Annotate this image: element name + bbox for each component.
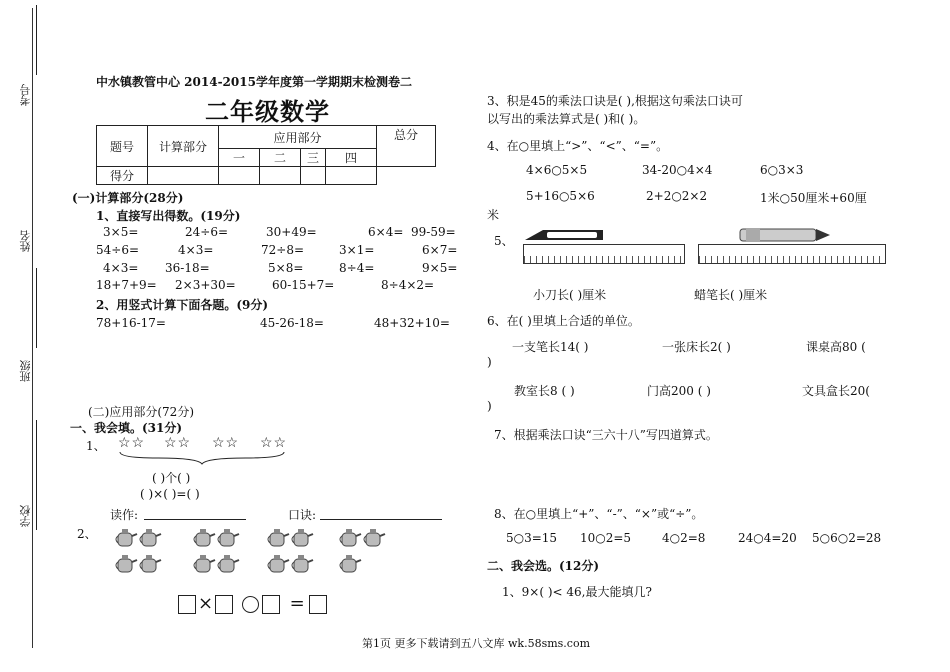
vertical-calc-item: 48+32+10= xyxy=(374,316,450,330)
page-footer: 第1页 更多下载请到五八文库 wk.58sms.com xyxy=(362,637,590,650)
side-label-xuexiao: 学校 xyxy=(19,505,32,527)
calc-item: 72÷8= xyxy=(261,243,305,257)
side-label-banji: 班级 xyxy=(19,360,32,382)
ruler-icon xyxy=(698,244,886,264)
score-table-header-zongfen: 总分 xyxy=(377,126,436,167)
read-as-fill-line[interactable] xyxy=(144,519,246,520)
vertical-calc-item: 45-26-18= xyxy=(260,316,324,330)
calc-item: 24÷6= xyxy=(185,225,229,239)
compare-item: 34-20○4×4 xyxy=(642,163,713,177)
fill-multiply-line[interactable]: ( )×( )=( ) xyxy=(140,487,200,501)
answer-box[interactable] xyxy=(215,595,233,614)
ruler-icon xyxy=(523,244,685,264)
teapot-icon xyxy=(340,529,385,572)
q7-heading: 7、根据乘法口诀“三六十八”写四道算式。 xyxy=(494,428,718,442)
calc-item: 18+7+9= xyxy=(96,278,157,292)
calc-item: 2×3+30= xyxy=(175,278,236,292)
compare-item-wrap: 米 xyxy=(487,208,500,222)
calc-item: 5×8= xyxy=(268,261,304,275)
score-table-header-tihao: 题号 xyxy=(97,126,148,167)
unit-item: 一支笔长14( ) xyxy=(512,340,589,354)
equation-boxes[interactable]: × = xyxy=(178,593,327,614)
exam-title: 二年级数学 xyxy=(205,97,330,126)
item2-number: 2、 xyxy=(77,527,97,541)
operator-item: 5○6○2=28 xyxy=(812,531,882,545)
side-label-kaohao: 考号 xyxy=(19,84,32,106)
knife-icon xyxy=(523,228,605,242)
operator-item: 24○4=20 xyxy=(738,531,797,545)
name-fill-line[interactable] xyxy=(36,268,37,348)
compare-item: 5+16○5×6 xyxy=(526,189,595,203)
score-table-row-defen: 得分 xyxy=(97,167,148,185)
operator-item: 4○2=8 xyxy=(662,531,706,545)
star-group: ☆☆ xyxy=(212,435,240,451)
section-application-heading: (二)应用部分(72分) xyxy=(88,405,194,419)
koujue-fill-line[interactable] xyxy=(320,519,442,520)
compare-item: 1米○50厘米+60厘 xyxy=(760,191,867,205)
q5-number: 5、 xyxy=(494,234,514,248)
read-as-label: 读作: xyxy=(110,508,139,522)
compare-item: 4×6○5×5 xyxy=(526,163,588,177)
operator-item: 10○2=5 xyxy=(580,531,632,545)
section-calc-heading: (一)计算部分(28分) xyxy=(72,191,184,205)
star-group: ☆☆ xyxy=(260,435,288,451)
koujue-label: 口诀: xyxy=(288,508,317,522)
part2-heading: 二、我会选。(12分) xyxy=(487,559,600,573)
teapot-groups xyxy=(115,525,395,577)
score-table-header-yingyong: 应用部分 xyxy=(219,126,377,149)
unit-item: 文具盒长20( xyxy=(802,384,870,398)
class-fill-line[interactable] xyxy=(36,420,37,530)
q3-line2: 以写出的乘法算式是( )和( )。 xyxy=(487,112,646,126)
calc-item: 30+49= xyxy=(266,225,317,239)
q3-line1: 3、积是45的乘法口诀是( ),根据这句乘法口诀可 xyxy=(487,94,743,108)
answer-box[interactable] xyxy=(262,595,280,614)
id-fill-line[interactable] xyxy=(36,5,37,75)
unit-item-wrap: ) xyxy=(487,355,492,369)
score-table-sub-1: 一 xyxy=(219,149,260,167)
crayon-length-label: 蜡笔长( )厘米 xyxy=(694,288,768,302)
star-group: ☆☆ xyxy=(164,435,192,451)
compare-item: 6○3×3 xyxy=(760,163,804,177)
unit-item: 门高200 ( ) xyxy=(647,384,711,398)
crayon-icon xyxy=(738,226,838,244)
score-cell[interactable] xyxy=(326,167,377,185)
calc-item: 3×1= xyxy=(339,243,375,257)
score-table-sub-2: 二 xyxy=(260,149,301,167)
teapot-icon xyxy=(194,529,239,572)
calc-item: 99-59= xyxy=(411,225,456,239)
choose-item-1: 1、9×( )< 46,最大能填几? xyxy=(502,585,652,599)
score-table-sub-3: 三 xyxy=(301,149,326,167)
calc-item: 36-18= xyxy=(165,261,210,275)
q8-heading: 8、在○里填上“+”、“-”、“×”或“÷”。 xyxy=(494,507,704,521)
answer-box[interactable] xyxy=(178,595,196,614)
teapot-icon xyxy=(268,529,313,572)
side-label-xingming: 姓名 xyxy=(19,230,32,252)
calc-item: 60-15+7= xyxy=(272,278,335,292)
calc-item: 6×4= xyxy=(368,225,404,239)
score-table xyxy=(96,125,436,185)
q1-heading: 1、直接写出得数。(19分) xyxy=(96,209,241,223)
unit-item-wrap: ) xyxy=(487,399,492,413)
unit-item: 一张床长2( ) xyxy=(662,340,731,354)
score-cell[interactable] xyxy=(260,167,301,185)
q2-heading: 2、用竖式计算下面各题。(9分) xyxy=(96,298,269,312)
calc-item: 3×5= xyxy=(103,225,139,239)
calc-item: 8÷4= xyxy=(339,261,375,275)
calc-item: 6×7= xyxy=(422,243,458,257)
item1-number: 1、 xyxy=(86,439,106,453)
calc-item: 9×5= xyxy=(422,261,458,275)
score-cell[interactable] xyxy=(301,167,326,185)
score-table-sub-4: 四 xyxy=(326,149,377,167)
operator-item: 5○3=15 xyxy=(506,531,558,545)
score-cell[interactable] xyxy=(148,167,219,185)
teapot-icon xyxy=(116,529,161,572)
brace-icon xyxy=(118,450,288,466)
unit-item: 教室长8 ( ) xyxy=(514,384,575,398)
unit-item: 课桌高80 ( xyxy=(806,340,866,354)
fill-count-line[interactable]: ( )个( ) xyxy=(152,471,191,485)
knife-length-label: 小刀长( )厘米 xyxy=(533,288,607,302)
q6-heading: 6、在( )里填上合适的单位。 xyxy=(487,314,640,328)
answer-box[interactable] xyxy=(309,595,327,614)
score-cell[interactable] xyxy=(219,167,260,185)
vertical-calc-item: 78+16-17= xyxy=(96,316,166,330)
part1-heading: 一、我会填。(31分) xyxy=(70,421,183,435)
exam-subtitle: 中水镇教管中心 2014-2015学年度第一学期期末检测卷二 xyxy=(96,75,412,89)
operator-circle[interactable] xyxy=(242,596,259,613)
calc-item: 8÷4×2= xyxy=(381,278,435,292)
compare-item: 2+2○2×2 xyxy=(646,189,708,203)
calc-item: 4×3= xyxy=(103,261,139,275)
score-table-header-jisuan: 计算部分 xyxy=(148,126,219,167)
calc-item: 54÷6= xyxy=(96,243,140,257)
q4-heading: 4、在○里填上“>”、“<”、“=”。 xyxy=(487,139,669,153)
calc-item: 4×3= xyxy=(178,243,214,257)
star-group: ☆☆ xyxy=(118,435,146,451)
